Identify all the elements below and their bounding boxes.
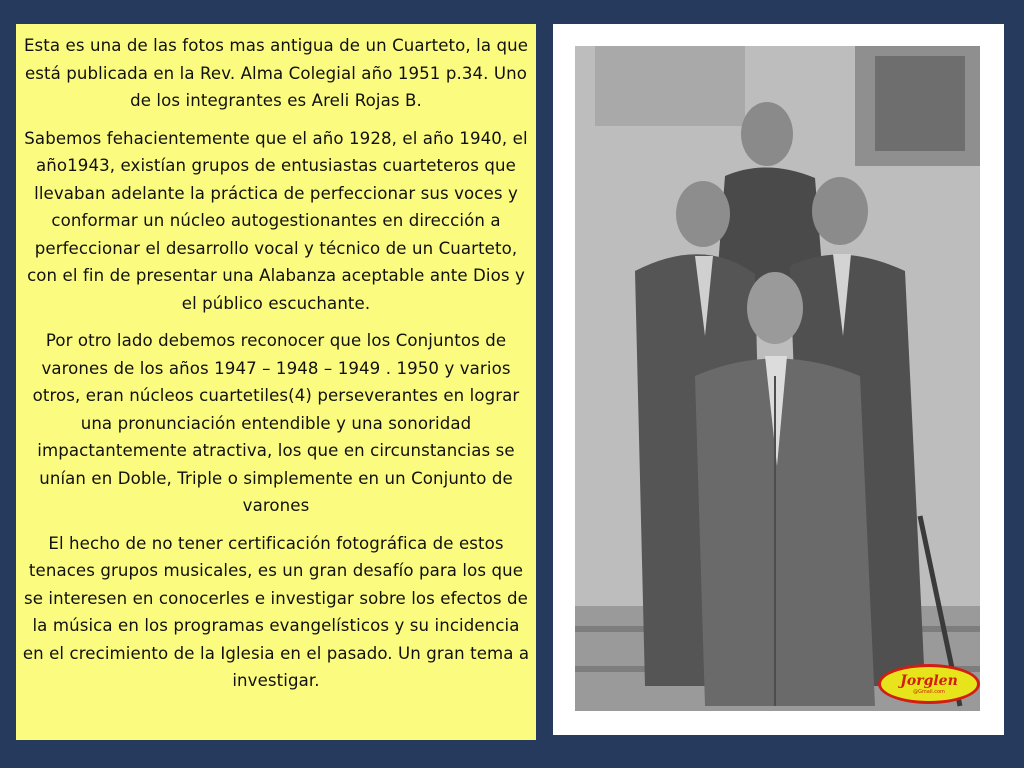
logo-sub: @Gmail.com xyxy=(913,688,945,695)
quartet-photo-illustration xyxy=(575,46,980,711)
quartet-photo xyxy=(575,46,980,711)
paragraph-1: Esta es una de las fotos mas antigua de un Cuarteto, la que está publicada en la Rev. Alma Colegial año 1951 p.34. Uno de los integrantes es Areli Rojas B. xyxy=(23,36,529,110)
paragraph-4: El hecho de no tener certificación fotográfica de estos tenaces grupos musicales, es un gran desafío para los que se interesen en conocerles e investigar sobre los efectos de la música en los programas evangelísticos y su incidencia en el crecimiento de la Iglesia en el pasado. Un gran tema a investigar. xyxy=(22,533,530,690)
paragraph-2: Sabemos fehacientemente que el año 1928, el año 1940, el año1943, existían grupos de entusiastas cuarteteros que llevaban adelante la práctica de perfeccionar sus voces y conformar un núcleo autogestionantes en dirección a perfeccionar el desarrollo vocal y técnico de un Cuarteto, con el fin de presentar una Alabanza aceptable ante Dios y el público escuchante. xyxy=(24,128,528,313)
logo-name: Jorglen xyxy=(900,672,958,689)
photo-frame xyxy=(553,24,1004,735)
paragraph-3: Por otro lado debemos reconocer que los Conjuntos de varones de los años 1947 – 1948 – 1949 . 1950 y varios otros, eran núcleos cuartetiles(4) perseverantes en lograr una pronunciación entendible y una sonoridad impactantemente atractiva, los que en circunstancias se unían en Doble, Triple o simplemente en un Conjunto de varones xyxy=(32,331,520,515)
jorglen-logo xyxy=(878,664,980,704)
text-panel xyxy=(16,24,536,740)
